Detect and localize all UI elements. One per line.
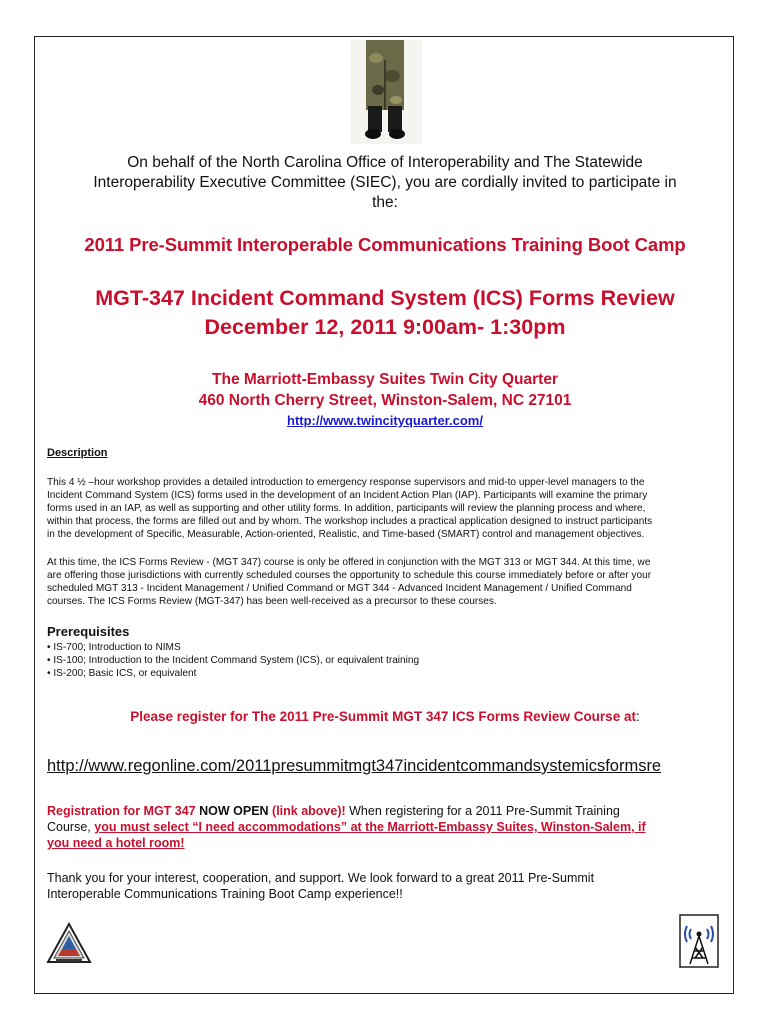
list-item: • IS-100; Introduction to the Incident Command System (ICS), or equivalent training [47,655,420,666]
course-title: MGT-347 Incident Command System (ICS) Forms Review [95,286,675,310]
radio-tower-icon [679,914,719,968]
reg-link-above: (link above)! [268,804,346,818]
boots-photo [350,40,422,144]
thank-you-text [47,870,707,902]
text-line: This 4 ½ –hour workshop provides a detailed introduction to emergency response supervisors and mid-to upper-level managers to the [47,477,645,488]
registration-note [47,803,717,851]
reg-course: Course, [47,820,95,834]
list-item: • IS-200; Basic ICS, or equivalent [47,668,197,679]
text-line: are offering those jurisdictions with currently scheduled courses the opportunity to schedule this course immediately before or after your [47,570,652,581]
text-line: courses. The ICS Forms Review (MGT-347) has been well-received as a precursor to these courses. [47,596,497,607]
description-paragraph-2 [47,556,727,608]
registration-link[interactable]: http://www.regonline.com/2011presummitmgt347incidentcommandsystemicsformsre [47,757,662,775]
description-paragraph-1 [47,476,727,541]
intro-line-3: the: [372,194,398,211]
venue-block [40,369,730,411]
venue-address: 460 North Cherry Street, Winston-Salem, NC 27101 [198,392,572,409]
intro-line-1: On behalf of the North Carolina Office of Interoperability and The Statewide [127,154,643,171]
thanks-line-2: Interoperable Communications Training Boot Camp experience!! [47,887,403,901]
text-line: forms used in an IAP, as well as supporting and other utility forms. In addition, participants will review the planning process and where, [47,503,646,514]
event-title: 2011 Pre-Summit Interoperable Communications Training Boot Camp [84,234,686,255]
course-heading [40,284,730,342]
text-line: Incident Command System (ICS) forms used in the development of an Incident Action Plan (IAP). Participants will examine the primary [47,490,648,501]
register-prompt [40,709,730,724]
thanks-line-1: Thank you for your interest, cooperation, and support. We look forward to a great 2011 Pre-Summit [47,871,595,885]
venue-name: The Marriott-Embassy Suites Twin City Quarter [212,371,558,388]
reg-when-registering: When registering for a 2011 Pre-Summit Training [345,804,620,818]
reg-hotel-notice: you need a hotel room! [47,836,185,850]
description-heading: Description [47,447,108,459]
text-line: within that process, the forms are filled out and by whom. The workshop includes a practical application designed to instruct participants [47,516,653,527]
invitation-text [40,153,730,213]
intro-line-2: Interoperability Executive Committee (SIEC), you are cordially invited to participate in [93,174,677,191]
text-line: At this time, the ICS Forms Review - (MGT 347) course is only be offered in conjunction with the MGT 313 or MGT 344. At this time, we [47,557,651,568]
text-line: scheduled MGT 313 - Incident Management / Unified Command or MGT 344 - Advanced Incident Management / Unified Command [47,583,632,594]
prerequisites-heading: Prerequisites [47,624,130,639]
course-date: December 12, 2011 9:00am- 1:30pm [204,315,566,339]
prerequisites-list [47,641,727,680]
register-prompt-colon: : [635,709,640,724]
list-item: • IS-700; Introduction to NIMS [47,642,181,653]
reg-accommodations-notice: you must select “I need accommodations” at the Marriott-Embassy Suites, Winston-Salem, if [94,820,646,834]
register-prompt-text: Please register for The 2011 Pre-Summit MGT 347 ICS Forms Review Course at [130,709,636,724]
text-line: in the development of Specific, Measurable, Action-oriented, Realistic, and Time-based (SMART) control and management objectives. [47,529,645,540]
reg-open-prefix: Registration for MGT 347 [47,804,200,818]
reg-now-open: NOW OPEN [199,804,269,818]
triangle-seal-logo [46,922,92,966]
venue-url-link[interactable]: http://www.twincityquarter.com/ [287,413,483,428]
